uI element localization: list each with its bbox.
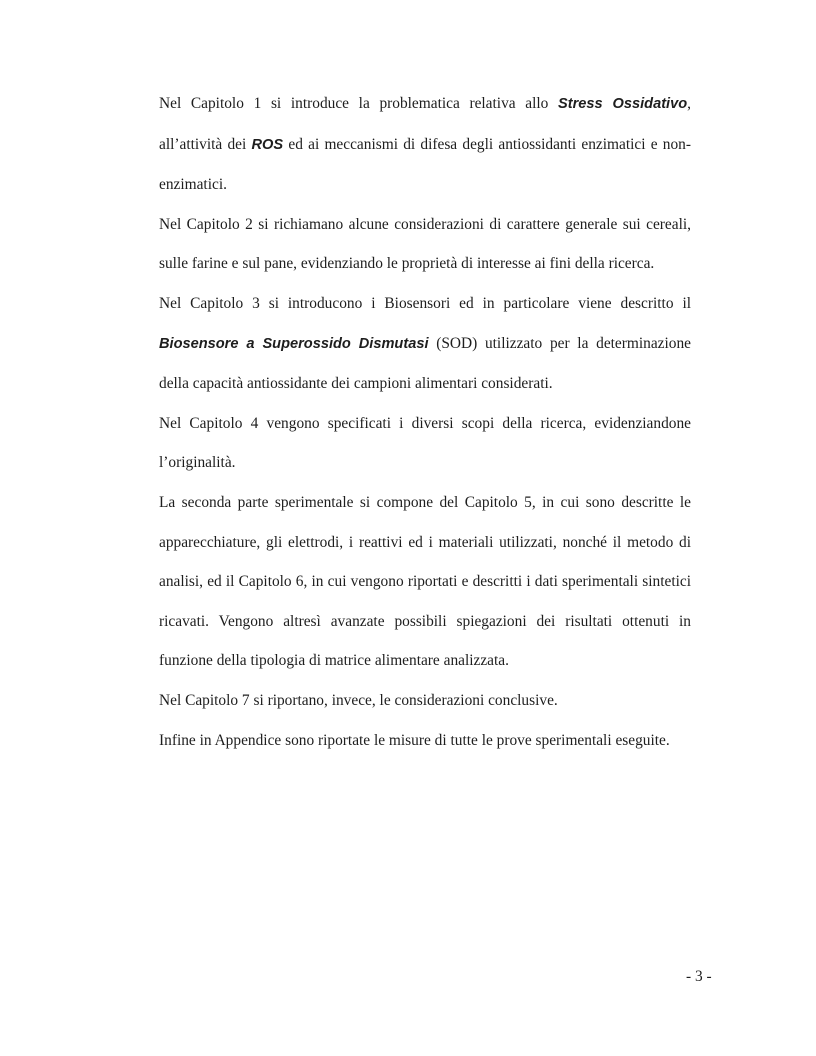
paragraph-appendix: Infine in Appendice sono riportate le misure di tutte le prove sperimentali eseguite. (159, 731, 670, 749)
paragraph-text: Nel Capitolo 3 si introducono i Biosensori ed in particolare viene descritto il (159, 294, 691, 312)
paragraph-chapter-2: Nel Capitolo 2 si richiamano alcune considerazioni di carattere generale sui cereali, sulle farine e sul pane, evidenziando le proprietà di interesse ai fini della ricerca. (159, 215, 691, 273)
paragraph-chapter-1 (159, 84, 691, 205)
body-text (159, 84, 691, 760)
emphasis-stress-ossidativo: Stress Ossidativo (558, 96, 688, 112)
paragraph-text: ed ai meccanismi di difesa degli antiossidanti enzimatici e non-enzimatici. (159, 135, 692, 194)
paragraph-text: (SOD) utilizzato per la determinazione della capacità antiossidante dei campioni alimentari considerati. (159, 334, 691, 393)
paragraph-chapter-4: Nel Capitolo 4 vengono specificati i diversi scopi della ricerca, evidenziandone l’originalità. (159, 414, 691, 472)
paragraph-chapter-7: Nel Capitolo 7 si riportano, invece, le considerazioni conclusive. (159, 691, 558, 709)
paragraph-text: , all’attività dei (159, 95, 692, 153)
emphasis-biosensore-sod: Biosensore a Superossido Dismutasi (159, 335, 429, 352)
emphasis-ros: ROS (251, 136, 284, 153)
paragraph-chapter-3 (159, 284, 691, 404)
page-number: - 3 - (686, 968, 712, 985)
paragraph-text: Nel Capitolo 1 si introduce la problematica relativa allo (159, 95, 559, 112)
paragraph-chapters-5-6: La seconda parte sperimentale si compone del Capitolo 5, in cui sono descritte le apparecchiature, gli elettrodi, i reattivi ed i materiali utilizzati, nonché il metodo di analisi, ed il Capitolo 6, in cui vengono riportati e descritti i dati sperimentali sintetici ricavati. Vengono altresì avanzate possibili spiegazioni dei risultati ottenuti in funzione della tipologia di matrice alimentare analizzata. (159, 493, 691, 670)
